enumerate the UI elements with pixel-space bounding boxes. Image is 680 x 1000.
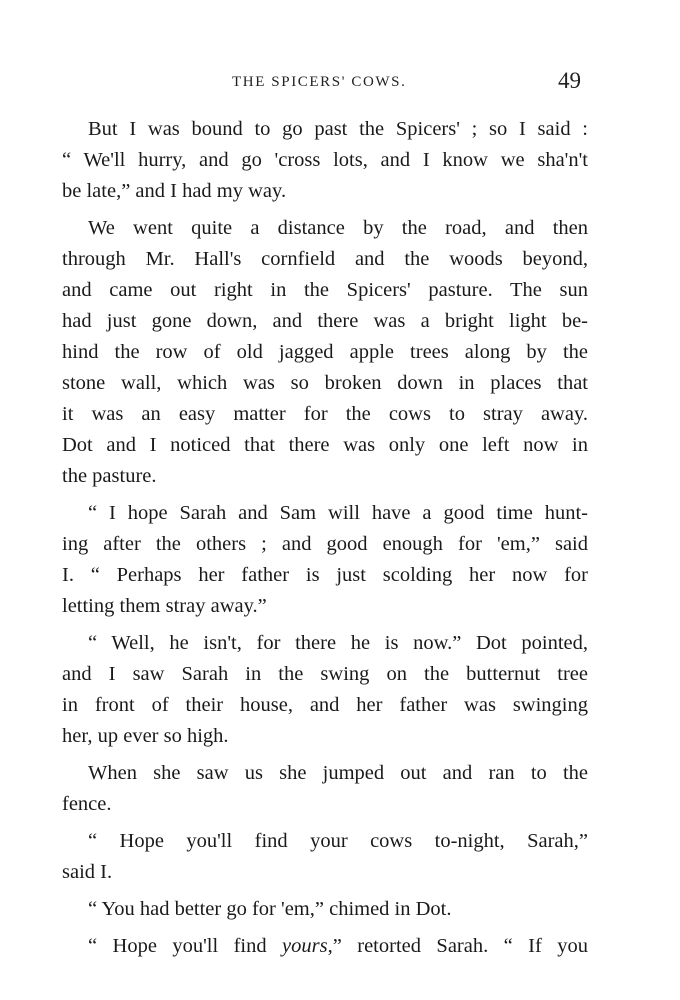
text-line: When she saw us she jumped out and ran to the bbox=[88, 762, 588, 784]
text-line: her, up ever so high. bbox=[62, 725, 229, 747]
text-line: hind the row of old jagged apple trees along by the bbox=[62, 341, 588, 363]
text-line: “ I hope Sarah and Sam will have a good time hunt- bbox=[88, 502, 588, 524]
text-line: ing after the others ; and good enough for 'em,” said bbox=[62, 533, 588, 555]
text-line: said I. bbox=[62, 861, 113, 883]
paragraph-1 bbox=[62, 114, 588, 207]
text-line: it was an easy matter for the cows to stray away. bbox=[62, 403, 588, 425]
text-line: through Mr. Hall's cornfield and the woods beyond, bbox=[62, 248, 588, 270]
paragraph-6 bbox=[62, 826, 588, 888]
text-run: ,” retorted Sarah. “ If you bbox=[327, 935, 588, 957]
text-line: “ Well, he isn't, for there he is now.” Dot pointed, bbox=[88, 632, 588, 654]
paragraph-8 bbox=[62, 931, 588, 962]
paragraph-5 bbox=[62, 758, 588, 820]
text-line: fence. bbox=[62, 793, 112, 815]
text-line: had just gone down, and there was a bright light be- bbox=[62, 310, 588, 332]
body-text bbox=[62, 114, 588, 968]
text-line: and came out right in the Spicers' pasture. The sun bbox=[62, 279, 588, 301]
text-line: letting them stray away.” bbox=[62, 595, 267, 617]
text-line: stone wall, which was so broken down in places that bbox=[62, 372, 588, 394]
paragraph-4 bbox=[62, 628, 588, 752]
running-head bbox=[0, 68, 680, 98]
text-line: “ You had better go for 'em,” chimed in Dot. bbox=[88, 898, 452, 920]
paragraph-3 bbox=[62, 498, 588, 622]
text-line: in front of their house, and her father was swinging bbox=[62, 694, 588, 716]
text-run: “ Hope you'll find bbox=[88, 935, 283, 957]
text-line: the pasture. bbox=[62, 465, 157, 487]
paragraph-2 bbox=[62, 213, 588, 492]
text-line: We went quite a distance by the road, and then bbox=[88, 217, 588, 239]
paragraph-7 bbox=[62, 894, 588, 925]
running-title: THE SPICERS' COWS. bbox=[232, 74, 407, 90]
text-line: “ Hope you'll find your cows to-night, Sarah,” bbox=[88, 830, 588, 852]
emphasis-text: yours bbox=[282, 935, 328, 957]
text-line: But I was bound to go past the Spicers' ; so I said : bbox=[88, 118, 588, 140]
text-line: be late,” and I had my way. bbox=[62, 180, 287, 202]
text-line: Dot and I noticed that there was only one left now in bbox=[62, 434, 588, 456]
text-line bbox=[62, 931, 588, 962]
text-line: “ We'll hurry, and go 'cross lots, and I know we sha'n't bbox=[62, 149, 588, 171]
page-number: 49 bbox=[558, 68, 581, 93]
text-line: and I saw Sarah in the swing on the butternut tree bbox=[62, 663, 588, 685]
text-line: I. “ Perhaps her father is just scolding her now for bbox=[62, 564, 588, 586]
